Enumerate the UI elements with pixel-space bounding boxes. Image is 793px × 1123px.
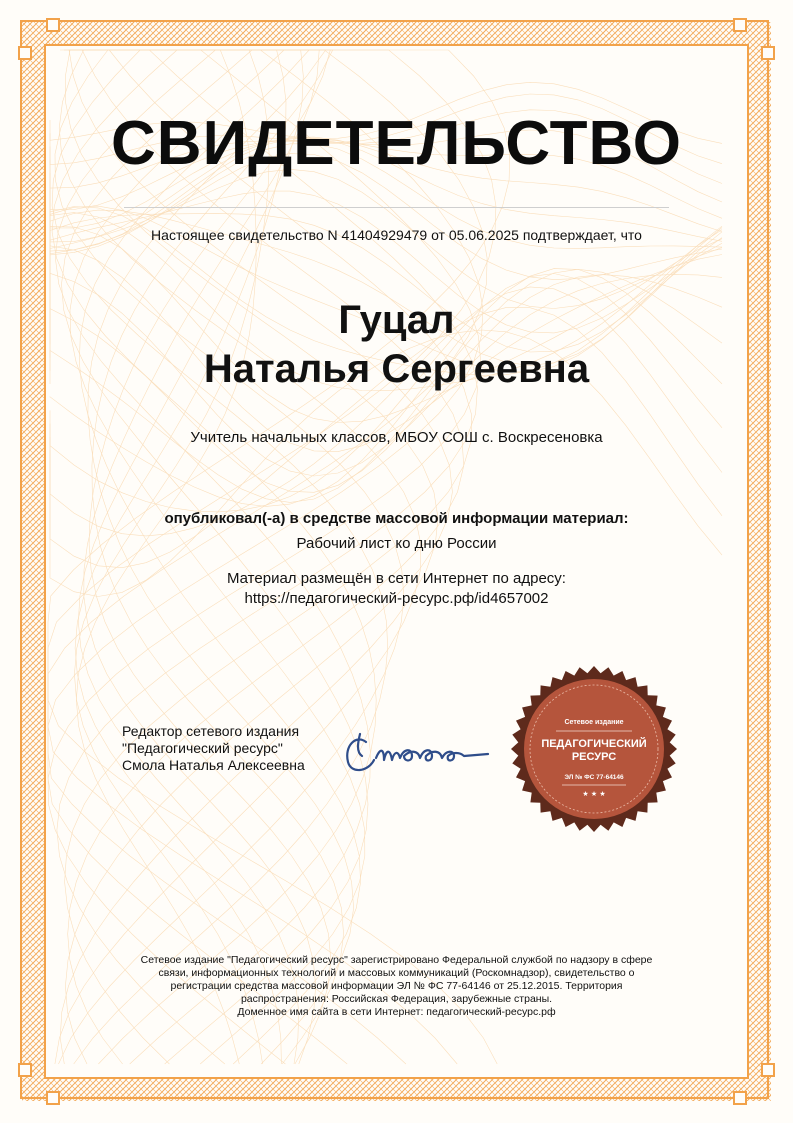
online-label: Материал размещён в сети Интернет по адресу: (227, 570, 566, 587)
corner-ornament (46, 18, 60, 32)
editor-signature (338, 712, 498, 782)
online-location (0, 569, 793, 609)
corner-ornament (18, 1063, 32, 1077)
seal-name-line-1: ПЕДАГОГИЧЕСКИЙ (541, 738, 647, 750)
footer-line: Доменное имя сайта в сети Интернет: педагогический-ресурс.рф (237, 1006, 556, 1018)
editor-line-1: Редактор сетевого издания (122, 723, 300, 739)
certificate-intro: Настоящее свидетельство N 41404929479 от 05.06.2025 подтверждает, что (151, 227, 642, 243)
recipient-position: Учитель начальных классов, МБОУ СОШ с. Воскресеновка (190, 429, 603, 446)
corner-ornament (761, 46, 775, 60)
material-url: https://педагогический-ресурс.рф/id4657002 (244, 590, 549, 607)
seal-name-line-2: РЕСУРС (571, 751, 617, 763)
corner-ornament (733, 1091, 747, 1105)
registration-footer (120, 954, 673, 1019)
certificate-title: СВИДЕТЕЛЬСТВО (111, 109, 682, 178)
recipient-name (0, 296, 793, 394)
seal-registration: ЭЛ № ФС 77-64146 (564, 774, 624, 781)
seal-stars: ★ ★ ★ (582, 790, 606, 798)
corner-ornament (46, 1091, 60, 1105)
recipient-surname: Гуцал (338, 298, 455, 342)
material-title: Рабочий лист ко дню России (296, 535, 497, 552)
title-divider (124, 207, 669, 208)
footer-line: Сетевое издание "Педагогический ресурс" зарегистрировано Федеральной службой по надзору в сфере (140, 954, 653, 966)
footer-line: регистрации средства массовой информации ЭЛ № ФС 77-64146 от 25.12.2015. Территория (170, 980, 623, 992)
publisher-seal (510, 665, 678, 833)
footer-line: связи, информационных технологий и массовых коммуникаций (Роскомнадзор), свидетельство о (158, 967, 635, 979)
seal-top-text: Сетевое издание (564, 719, 624, 726)
editor-credit (122, 723, 305, 774)
footer-line: распространения: Российская Федерация, зарубежные страны. (240, 993, 553, 1005)
recipient-given-names: Наталья Сергеевна (203, 347, 590, 391)
published-label: опубликовал(-а) в средстве массовой информации материал: (164, 510, 629, 527)
inner-border (44, 44, 749, 1079)
corner-ornament (761, 1063, 775, 1077)
editor-line-3: Смола Наталья Алексеевна (122, 757, 305, 773)
editor-line-2: "Педагогический ресурс" (122, 740, 283, 756)
corner-ornament (18, 46, 32, 60)
corner-ornament (733, 18, 747, 32)
